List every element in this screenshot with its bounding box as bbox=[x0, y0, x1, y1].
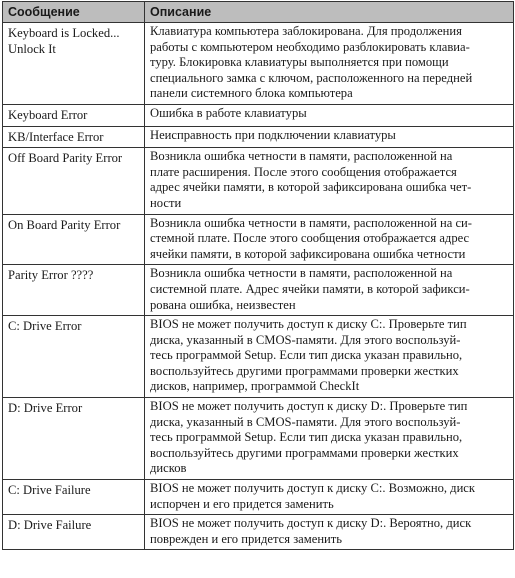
description-cell bbox=[145, 23, 514, 105]
message-cell bbox=[3, 148, 145, 214]
bios-messages-table bbox=[2, 1, 514, 550]
message-cell bbox=[3, 515, 145, 550]
message-line: C: Drive Error bbox=[8, 319, 82, 334]
description-line: воспользуйтесь другими программами проверки жестких bbox=[150, 363, 459, 378]
header-description: Описание bbox=[145, 2, 514, 23]
message-cell bbox=[3, 23, 145, 105]
message-line: Unlock It bbox=[8, 41, 56, 56]
description-line: тесь программой Setup. Если тип диска указан правильно, bbox=[150, 430, 463, 445]
message-line: Keyboard Error bbox=[8, 107, 88, 122]
description-line: Неисправность при подключении клавиатуры bbox=[150, 127, 396, 142]
description-line: адрес ячейки памяти, в которой зафиксирована ошибка чет- bbox=[150, 180, 472, 195]
message-cell bbox=[3, 214, 145, 265]
table-row bbox=[3, 126, 514, 148]
table-row bbox=[3, 316, 514, 398]
table-row bbox=[3, 104, 514, 126]
table-row bbox=[3, 398, 514, 480]
description-line: BIOS не может получить доступ к диску D:. Проверьте тип bbox=[150, 399, 468, 414]
message-line: KB/Interface Error bbox=[8, 129, 104, 144]
message-line: Parity Error ???? bbox=[8, 268, 94, 283]
description-line: диска, указанный в CMOS-памяти. Для этого воспользуй- bbox=[150, 414, 461, 429]
message-line: D: Drive Failure bbox=[8, 518, 92, 533]
description-line: Возникла ошибка четности в памяти, расположенной на си- bbox=[150, 215, 472, 230]
description-line: тесь программой Setup. Если тип диска указан правильно, bbox=[150, 348, 463, 363]
description-line: Клавиатура компьютера заблокирована. Для продолжения bbox=[150, 24, 462, 38]
message-line: Keyboard is Locked... bbox=[8, 26, 120, 40]
table-row bbox=[3, 148, 514, 214]
description-line: системной плате. Адрес ячейки памяти, в которой зафикси- bbox=[150, 281, 470, 296]
table-row bbox=[3, 515, 514, 550]
description-line: ности bbox=[150, 195, 182, 210]
table-row bbox=[3, 480, 514, 515]
description-cell bbox=[145, 398, 514, 480]
header-message: Сообщение bbox=[3, 2, 145, 23]
description-line: дисков bbox=[150, 461, 187, 476]
description-cell bbox=[145, 104, 514, 126]
description-line: BIOS не может получить доступ к диску C:. Возможно, диск bbox=[150, 481, 476, 496]
header-row bbox=[3, 2, 514, 23]
message-line: On Board Parity Error bbox=[8, 217, 121, 232]
table-row bbox=[3, 265, 514, 316]
description-cell bbox=[145, 214, 514, 265]
description-cell bbox=[145, 148, 514, 214]
description-line: специального замка с ключом, расположенного на передней bbox=[150, 70, 473, 85]
description-line: BIOS не может получить доступ к диску D:. Вероятно, диск bbox=[150, 516, 472, 531]
message-line: C: Drive Failure bbox=[8, 483, 91, 498]
description-line: ячейки памяти, в которой зафиксирована ошибка четности bbox=[150, 246, 466, 261]
message-cell bbox=[3, 126, 145, 148]
message-line: D: Drive Error bbox=[8, 401, 83, 416]
description-line: поврежден и его придется заменить bbox=[150, 531, 343, 546]
description-cell bbox=[145, 515, 514, 550]
description-line: работы с компьютером необходимо разблокировать клавиа- bbox=[150, 39, 470, 54]
description-cell bbox=[145, 126, 514, 148]
message-cell bbox=[3, 265, 145, 316]
table-row bbox=[3, 23, 514, 105]
description-line: стемной плате. После этого сообщения отображается адрес bbox=[150, 231, 470, 246]
description-line: диска, указанный в CMOS-памяти. Для этого воспользуй- bbox=[150, 332, 461, 347]
message-cell bbox=[3, 398, 145, 480]
description-line: BIOS не может получить доступ к диску C:. Проверьте тип bbox=[150, 317, 467, 332]
description-line: испорчен и его придется заменить bbox=[150, 496, 334, 511]
table-body bbox=[3, 23, 514, 550]
message-cell bbox=[3, 316, 145, 398]
description-line: плате расширения. После этого сообщения отображается bbox=[150, 164, 457, 179]
description-line: дисков, например, программой CheckIt bbox=[150, 379, 360, 394]
message-line: Off Board Parity Error bbox=[8, 151, 123, 166]
message-cell bbox=[3, 104, 145, 126]
description-line: панели системного блока компьютера bbox=[150, 86, 353, 101]
description-line: Возникла ошибка четности в памяти, расположенной на bbox=[150, 266, 453, 281]
description-line: Возникла ошибка четности в памяти, расположенной на bbox=[150, 149, 453, 164]
description-line: Ошибка в работе клавиатуры bbox=[150, 105, 307, 120]
description-line: туру. Блокировка клавиатуры выполняется при помощи bbox=[150, 55, 449, 70]
description-line: рована ошибка, неизвестен bbox=[150, 297, 296, 312]
description-line: воспользуйтесь другими программами проверки жестких bbox=[150, 445, 459, 460]
description-cell bbox=[145, 316, 514, 398]
message-cell bbox=[3, 480, 145, 515]
description-cell bbox=[145, 265, 514, 316]
description-cell bbox=[145, 480, 514, 515]
table-row bbox=[3, 214, 514, 265]
